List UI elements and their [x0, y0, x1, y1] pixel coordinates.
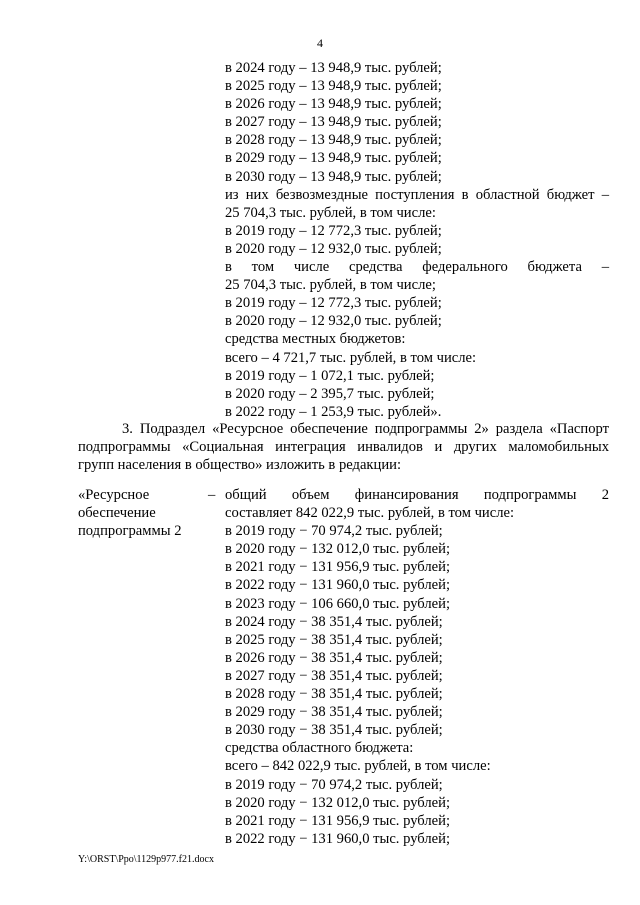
text-line: в 2028 году − 38 351,4 тыс. рублей; [225, 686, 443, 703]
text-line: в 2027 году − 38 351,4 тыс. рублей; [225, 667, 443, 684]
text-line-justified: из них безвозмездные поступления в областной бюджет – [225, 186, 609, 203]
text-line: в 2020 году − 132 012,0 тыс. рублей; [225, 541, 450, 558]
text-line: в 2019 году − 70 974,2 тыс. рублей; [225, 523, 443, 540]
text-line: в 2024 году – 13 948,9 тыс. рублей; [225, 60, 442, 76]
text-line: в 2024 году − 38 351,4 тыс. рублей; [225, 613, 443, 630]
text-line: в 2021 году − 131 956,9 тыс. рублей; [225, 559, 450, 576]
funding-continuation-block [225, 59, 609, 421]
text-line: в 2019 году − 70 974,2 тыс. рублей; [225, 776, 443, 793]
text-line: всего – 4 721,7 тыс. рублей, в том числе: [225, 349, 477, 366]
text-line: в 2027 году – 13 948,9 тыс. рублей; [225, 114, 442, 131]
text-line: в 2026 году − 38 351,4 тыс. рублей; [225, 649, 443, 666]
resource-funding-block [225, 486, 609, 848]
text-line: в 2019 году – 12 772,3 тыс. рублей; [225, 295, 442, 312]
paragraph-line: групп населения в общество» изложить в редакции: [78, 457, 402, 474]
text-line: в 2022 году − 131 960,0 тыс. рублей; [225, 830, 450, 847]
text-line: средства местных бюджетов: [225, 331, 406, 348]
text-line: в 2030 году − 38 351,4 тыс. рублей; [225, 722, 443, 739]
page-number: 4 [317, 36, 323, 50]
text-line: в 2025 году – 13 948,9 тыс. рублей; [225, 78, 442, 95]
text-line-justified: в том числе средства федерального бюджета – [225, 259, 609, 276]
text-line: 25 704,3 тыс. рублей, в том числе; [225, 277, 436, 294]
text-line: в 2030 году – 13 948,9 тыс. рублей; [225, 168, 442, 185]
paragraph-line: подпрограммы «Социальная интеграция инвалидов и других маломобильных [78, 439, 609, 456]
text-line: в 2020 году – 2 395,7 тыс. рублей; [225, 385, 435, 402]
text-line: в 2023 году − 106 660,0 тыс. рублей; [225, 595, 450, 612]
text-line: в 2026 году – 13 948,9 тыс. рублей; [225, 96, 442, 113]
label-line: подпрограммы 2 [78, 523, 182, 540]
text-line: составляет 842 022,9 тыс. рублей, в том числе: [225, 505, 515, 522]
resource-dash: – [208, 487, 216, 503]
text-line: всего – 842 022,9 тыс. рублей, в том числе: [225, 758, 491, 775]
text-line: в 2028 году – 13 948,9 тыс. рублей; [225, 132, 442, 149]
text-line: в 2021 году − 131 956,9 тыс. рублей; [225, 812, 450, 829]
text-line: в 2029 году – 13 948,9 тыс. рублей; [225, 150, 442, 167]
label-line: обеспечение [78, 505, 156, 522]
text-line: 25 704,3 тыс. рублей, в том числе: [225, 204, 436, 221]
text-line: в 2020 году − 132 012,0 тыс. рублей; [225, 794, 450, 811]
paragraph-line: 3. Подраздел «Ресурсное обеспечение подпрограммы 2» раздела «Паспорт [122, 421, 609, 437]
text-line: в 2019 году – 12 772,3 тыс. рублей; [225, 222, 442, 239]
text-line: в 2019 году – 1 072,1 тыс. рублей; [225, 367, 435, 384]
text-line: в 2022 году − 131 960,0 тыс. рублей; [225, 577, 450, 594]
text-line: в 2029 году − 38 351,4 тыс. рублей; [225, 704, 443, 721]
text-line: в 2022 году – 1 253,9 тыс. рублей». [225, 403, 442, 420]
amendment-paragraph [78, 420, 609, 474]
text-line: средства областного бюджета: [225, 740, 414, 757]
text-line-justified: общий объем финансирования подпрограммы 2 [225, 487, 609, 503]
resource-label [78, 486, 218, 540]
text-line: в 2025 году − 38 351,4 тыс. рублей; [225, 631, 443, 648]
text-line: в 2020 году – 12 932,0 тыс. рублей; [225, 313, 442, 330]
text-line: в 2020 году – 12 932,0 тыс. рублей; [225, 240, 442, 257]
file-path-footer: Y:\ORST\Ppo\1129p977.f21.docx [78, 854, 214, 865]
label-line: «Ресурсное [78, 487, 150, 503]
